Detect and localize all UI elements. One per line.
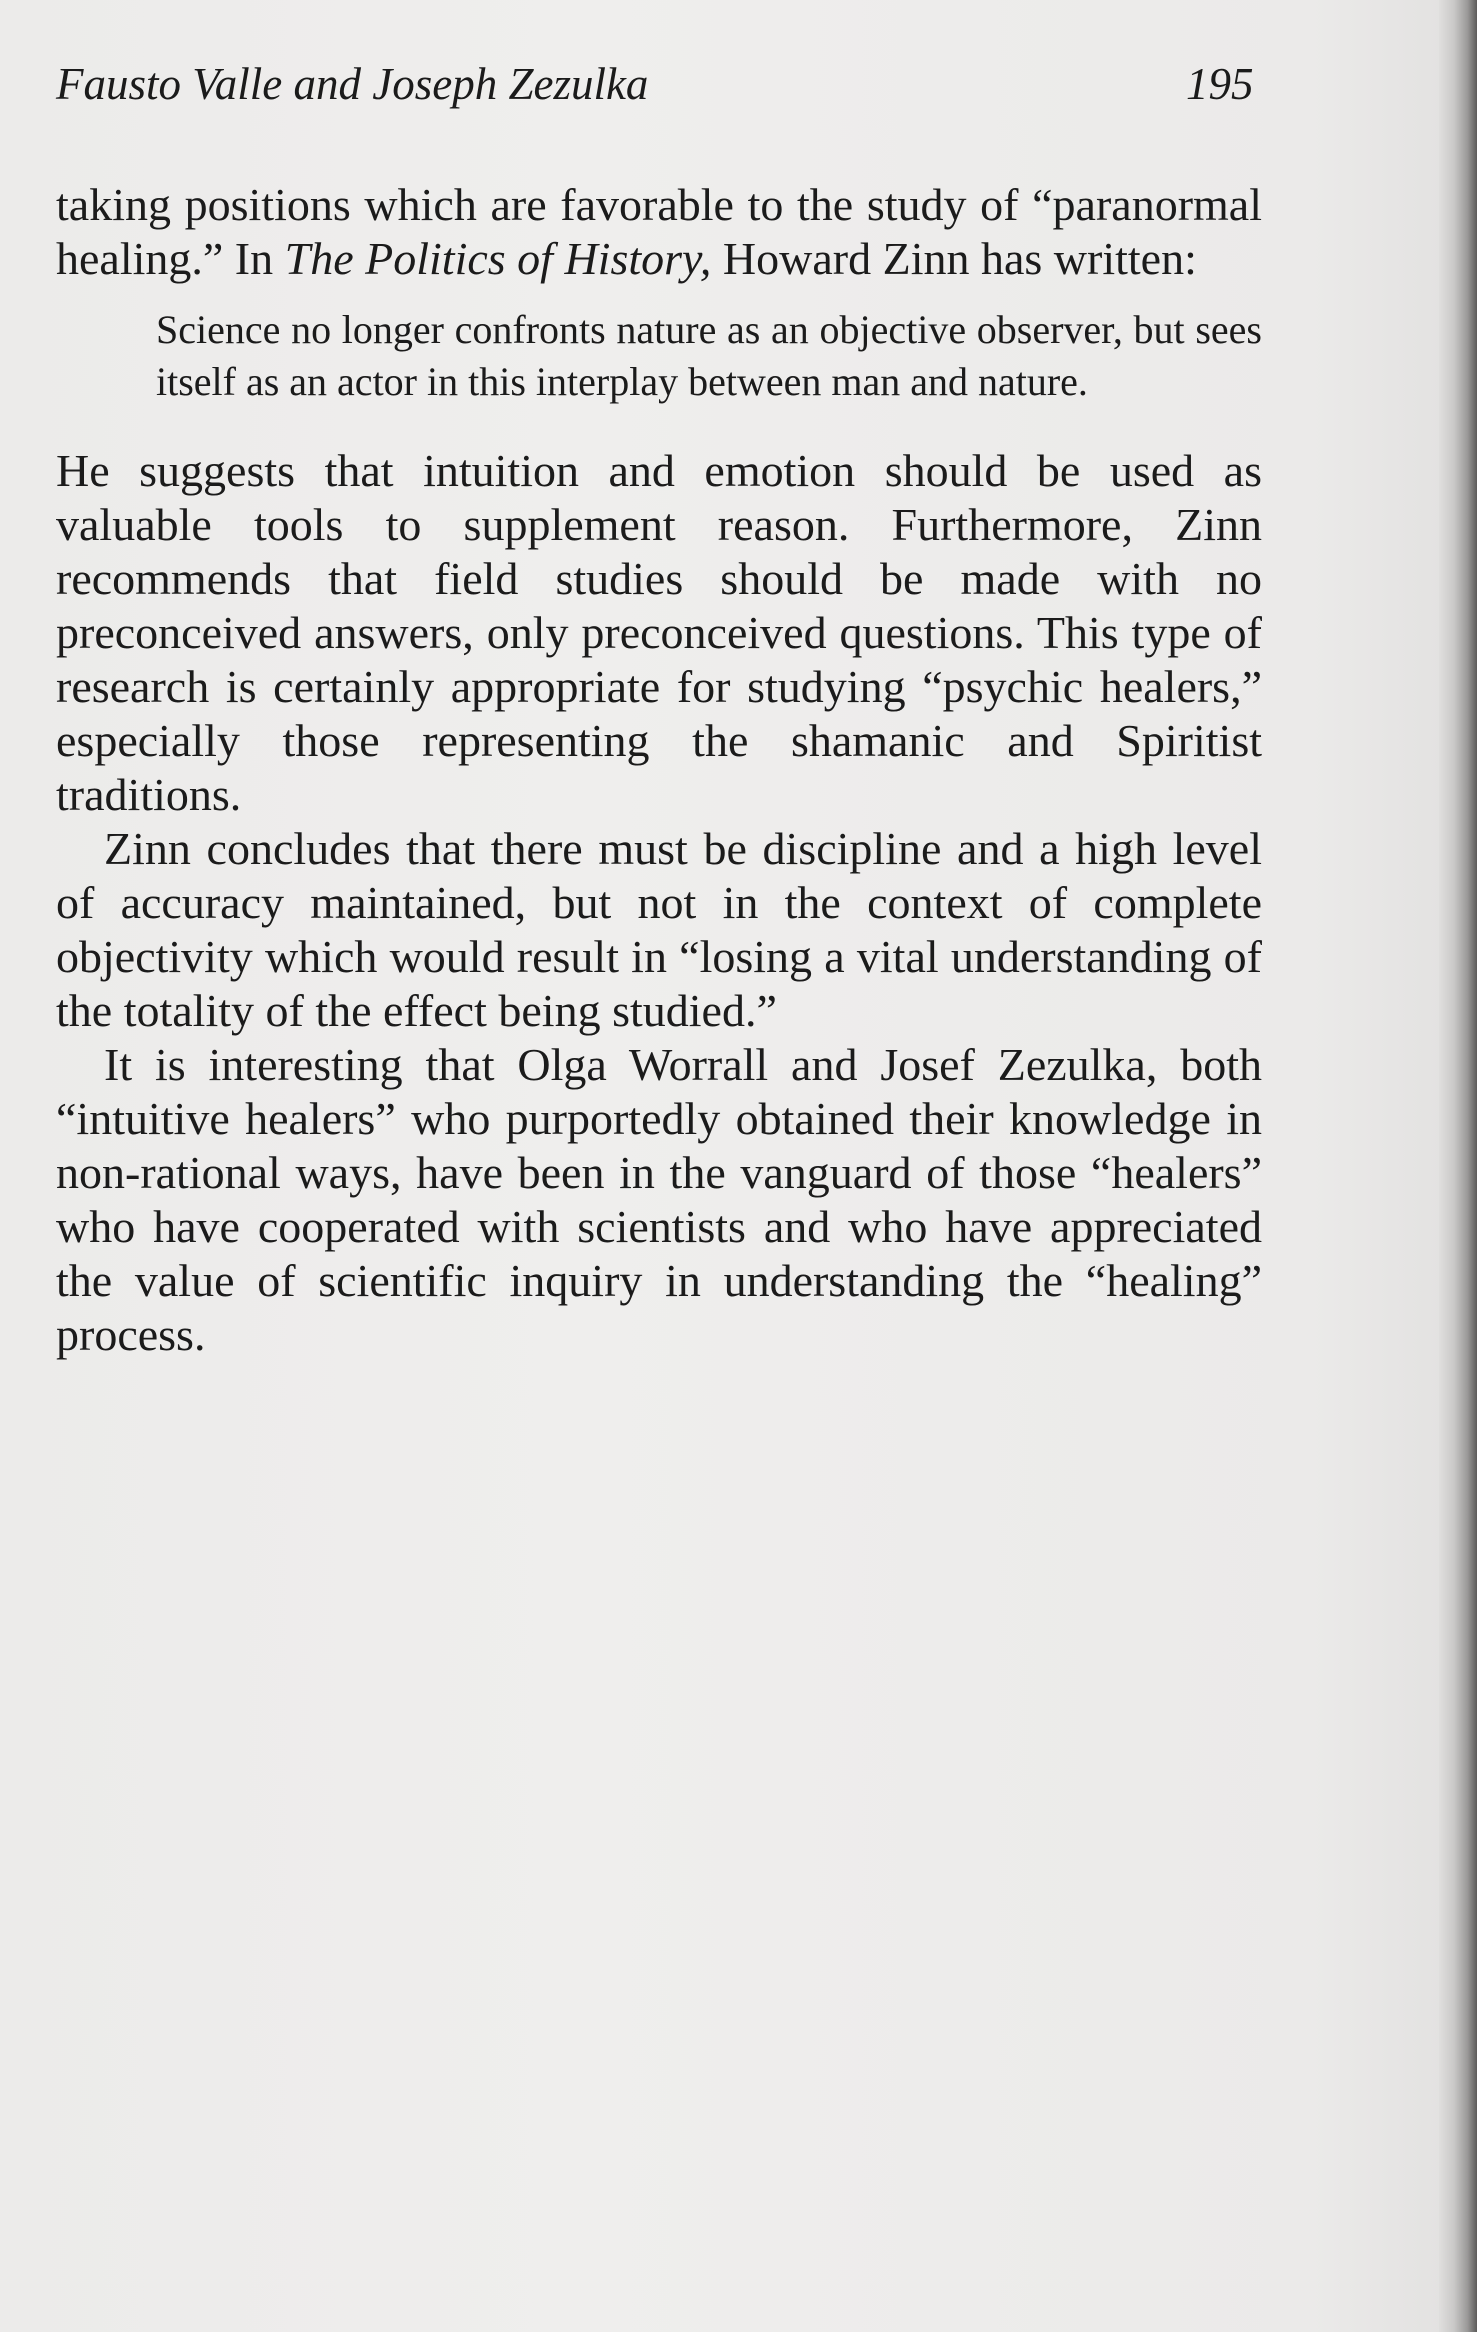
paragraph-2: He suggests that intuition and emotion should be used as valuable tools to supplement reason. Furthermore, Zinn recommends that field studies should be made with no preconceived answers, only preconceived questions. This type of research is certainly appropriate for studying “psychic healers,” especially those representing the shamanic and Spiritist traditions.: [56, 445, 1262, 820]
book-title: The Politics of History,: [284, 233, 712, 284]
page-body: [56, 178, 1262, 1362]
paragraph-1: [56, 178, 1262, 286]
page-edge-shadow: [1439, 0, 1477, 2332]
paragraph-1-text-b: Howard Zinn has written:: [711, 233, 1197, 284]
block-quote: Science no longer confronts nature as an objective observer, but sees itself as an actor in this interplay between man and nature.: [156, 307, 1262, 404]
running-head: Fausto Valle and Joseph Zezulka: [56, 59, 649, 109]
paragraph-4: It is interesting that Olga Worrall and Josef Zezulka, both “intuitive healers” who purportedly obtained their knowledge in non-rational ways, have been in the vanguard of those “healers” who have cooperated with scientists and who have appreciated the value of scientific inquiry in understanding the “healing” process.: [56, 1039, 1262, 1360]
page-number: 195: [1186, 59, 1254, 109]
paragraph-1-text-a: taking positions which are favorable to the study of “paranormal healing.” In: [56, 179, 1262, 284]
page-header: [56, 58, 1256, 118]
paragraph-3: Zinn concludes that there must be discipline and a high level of accuracy maintained, but not in the context of complete objectivity which would result in “losing a vital understanding of the totality of the effect being studied.”: [56, 823, 1262, 1036]
